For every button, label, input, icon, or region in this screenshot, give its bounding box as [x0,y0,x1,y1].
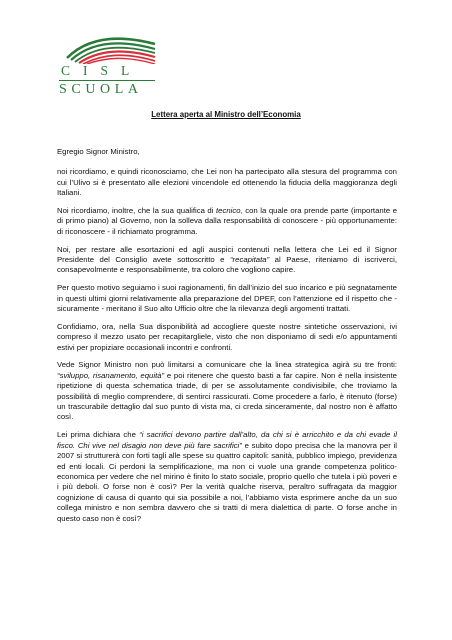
paragraph-2-text-c: , con la quale ora prende parte (importante e di primo piano) al Governo, non la solleva dalla responsabilità di conoscere - più opportunamente: di riconoscere - il richiamato programma. [57,206,397,236]
paragraph-3 [57,245,397,276]
letter-title: Lettera aperta al Ministro dell’Economia [151,110,301,119]
salutation: Egregio Signor Ministro, [57,147,140,156]
paragraph-3-text-c: al Paese, riteniamo di iscriverci, consapevolmente e responsabilmente, tra coloro che vogliono capire. [57,255,397,275]
paragraph-7-text-c: e subito dopo precisa che la manovra per il 2007 si strutturerà con forti tagli alle spese su quattro capitoli: sanità, pubblico impiego, previdenza ed enti locali. Ci perdoni la semplificazione, ma non ci vuole una grande competenza politico-economica per vedere che nel mirino è finito lo stato sociale, proprio quello che tutela i più poveri e i più deboli. O forse non è così? Per la verità qualche riserva, peraltro suffragata da maggior cognizione di causa di quanto qui sia possibile a noi, l’abbiamo vista esprimere anche da un suo collega ministro e non sembra davvero che si tratti di mera dialettica di parte. O forse anche in questo caso non è così? [57,440,397,523]
paragraph-6-text-a: Vede Signor Ministro non può limitarsi a comunicare che la linea strategica agirà su tre fronti: [57,360,397,370]
paragraph-7-italic: “i sacrifici devono partire dall’alto, da chi si è arricchito e da chi evade il fisco. Chi vive nel disagio non deve più fare sacrifici” [57,430,397,450]
paragraph-2 [57,206,397,237]
letter-body [57,147,397,531]
logo-divider [59,80,155,81]
flag-waves-icon [57,24,157,64]
paragraph-1: noi ricordiamo, e quindi riconosciamo, che Lei non ha partecipato alla stesura del programma con cui l’Ulivo si è presentato alle elezioni vincendole ed ottenendo la fiducia della maggioranza degli Italiani. [57,167,397,198]
paragraph-2-italic: tecnico [216,206,241,216]
paragraph-7-text-a: Lei prima dichiara che [57,430,140,440]
paragraph-5: Confidiamo, ora, nella Sua disponibilità ad accogliere queste nostre sintetiche osservazioni, ivi compreso il mezzo usato per recapitargliele, visto che non disponiamo di sedi e/o appuntamenti estivi per propiziare occasionali incontri e confronti. [57,321,397,352]
paragraph-2-text-a: Noi ricordiamo, inoltre, che la sua qualifica di [57,206,216,216]
paragraph-3-italic: “recapitata” [229,255,270,265]
paragraph-3-text-a: Noi, per restare alle esortazioni ed agli auspici contenuti nella lettera che Lei ed il Signor Presidente del Consiglio avete sottoscritto e [57,244,397,265]
cisl-scuola-logo [57,24,157,96]
paragraph-6-italic: “sviluppo, risanamento, equità” [57,370,165,380]
paragraph-7 [57,430,397,524]
paragraph-4: Per questo motivo seguiamo i suoi ragionamenti, fin dall’inizio del suo incarico e più segnatamente in questi ultimi giorni relativamente alla preparazione del DPEF, con l’attenzione ed il rispetto che - sicuramente - meritano il Suo alto Ufficio oltre che la rilevanza degli argomenti trattati. [57,283,397,314]
logo-scuola-text: SCUOLA [59,82,143,97]
paragraph-6 [57,360,397,422]
logo-cisl-text: CISL [61,63,143,78]
paragraph-6-text-c: e poi ritenere che questo basti a far capire. Non è nella insistente ripetizione di questa schematica triade, di per se assolutamente condivisibile, che troviamo la possibilità di meglio comprendere, di sentirci rassicurati. Come procedere a farlo, è ritenuto (forse) un trascurabile dettaglio dal suo punto di vista ma, ci creda sinceramente, dal nostro non è affatto così. [57,370,397,422]
